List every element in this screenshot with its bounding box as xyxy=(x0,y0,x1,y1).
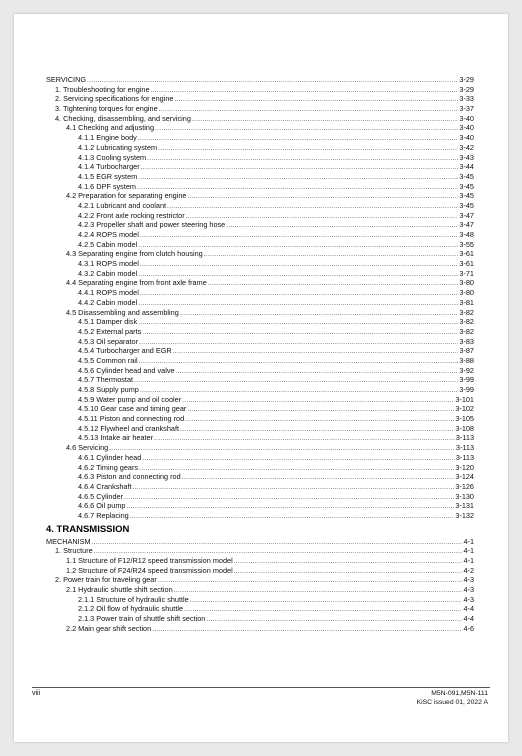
toc-leader-dots xyxy=(234,556,463,566)
toc-entry[interactable] xyxy=(46,249,474,259)
toc-entry-title: 4.5.12 Flywheel and crankshaft xyxy=(78,423,179,433)
toc-entry[interactable] xyxy=(46,453,474,463)
toc-entry[interactable] xyxy=(46,346,474,356)
table-of-contents xyxy=(46,75,474,634)
toc-entry[interactable] xyxy=(46,153,474,163)
toc-leader-dots xyxy=(138,298,458,308)
toc-leader-dots xyxy=(142,327,458,337)
toc-entry-page: 3-40 xyxy=(459,113,474,123)
toc-entry-title: 4.2.1 Lubricant and coolant xyxy=(78,200,167,210)
toc-entry-page: 3-132 xyxy=(455,510,474,520)
toc-entry-page: 3-45 xyxy=(459,200,474,210)
toc-entry[interactable] xyxy=(46,404,474,414)
toc-entry-page: 3-99 xyxy=(459,375,474,385)
toc-entry[interactable] xyxy=(46,575,474,585)
toc-entry[interactable] xyxy=(46,492,474,502)
toc-leader-dots xyxy=(140,259,459,269)
toc-entry[interactable] xyxy=(46,595,474,605)
toc-entry[interactable] xyxy=(46,269,474,279)
toc-entry-title: 4.5.3 Oil separator xyxy=(78,336,139,346)
toc-entry-title: 2.1 Hydraulic shuttle shift section xyxy=(66,585,173,595)
toc-entry[interactable] xyxy=(46,356,474,366)
toc-leader-dots xyxy=(151,85,459,95)
toc-entry-title: 2.1.3 Power train of shuttle shift section xyxy=(78,614,206,624)
toc-leader-dots xyxy=(140,230,459,240)
toc-entry[interactable] xyxy=(46,230,474,240)
toc-leader-dots xyxy=(208,278,459,288)
toc-entry-title: 4.4.1 ROPS model xyxy=(78,288,139,298)
toc-leader-dots xyxy=(155,123,458,133)
toc-entry-title: 4.1.5 EGR system xyxy=(78,171,138,181)
toc-entry-title: 4.2.3 Propeller shaft and power steering hose xyxy=(78,220,226,230)
toc-entry-title: 4.1.3 Cooling system xyxy=(78,152,147,162)
toc-leader-dots xyxy=(190,595,463,605)
toc-entry-title: 4.1.2 Lubricating system xyxy=(78,142,158,152)
footer-info xyxy=(417,690,488,707)
toc-leader-dots xyxy=(159,104,459,114)
toc-entry-page: 3-33 xyxy=(459,94,474,104)
toc-leader-dots xyxy=(185,414,454,424)
toc-leader-dots xyxy=(138,269,458,279)
toc-entry[interactable] xyxy=(46,278,474,288)
toc-leader-dots xyxy=(187,404,454,414)
toc-entry[interactable] xyxy=(46,556,474,566)
chapter-heading: 4. TRANSMISSION xyxy=(46,523,130,535)
toc-entry-title: 4.1.4 Turbocharger xyxy=(78,162,140,172)
toc-entry-page: 3-113 xyxy=(455,433,474,443)
toc-leader-dots xyxy=(186,211,459,221)
footer-model: M5N-091,M5N-111 xyxy=(431,690,488,697)
toc-entry[interactable] xyxy=(46,240,474,250)
toc-entry-page: 3-29 xyxy=(459,75,474,84)
toc-leader-dots xyxy=(184,604,462,614)
toc-entry-page: 3-113 xyxy=(455,443,474,453)
toc-entry-title: 4.5.7 Thermostat xyxy=(78,375,134,385)
toc-leader-dots xyxy=(147,153,458,163)
toc-entry-page: 3-42 xyxy=(459,142,474,152)
toc-entry-title: 4.6.7 Replacing xyxy=(78,510,129,520)
toc-leader-dots xyxy=(130,511,455,521)
toc-entry-page: 3-131 xyxy=(455,501,474,511)
toc-entry-title: 4.2.5 Cabin model xyxy=(78,239,138,249)
toc-entry-page: 4-1 xyxy=(463,556,474,565)
toc-entry-page: 3-29 xyxy=(459,84,474,94)
toc-entry-page: 3-80 xyxy=(459,278,474,288)
toc-entry-page: 3-92 xyxy=(459,365,474,375)
toc-entry[interactable] xyxy=(46,133,474,143)
toc-leader-dots xyxy=(173,346,459,356)
toc-entry-title: 4.3.1 ROPS model xyxy=(78,259,139,269)
toc-entry[interactable] xyxy=(46,317,474,327)
toc-leader-dots xyxy=(138,133,459,143)
toc-entry[interactable] xyxy=(46,366,474,376)
toc-leader-dots xyxy=(226,220,458,230)
toc-leader-dots xyxy=(234,566,463,576)
toc-leader-dots xyxy=(87,75,458,85)
toc-entry-title: 4.6.6 Oil pump xyxy=(78,501,126,511)
toc-entry[interactable] xyxy=(46,123,474,133)
toc-entry[interactable] xyxy=(46,546,474,556)
toc-entry-page: 3-44 xyxy=(459,162,474,172)
toc-entry-title: MECHANISM xyxy=(46,536,91,546)
footer-divider xyxy=(32,687,490,688)
toc-leader-dots xyxy=(138,317,458,327)
toc-entry-title: 4.5.9 Water pump and oil cooler xyxy=(78,394,182,404)
toc-entry-title: 4.4.2 Cabin model xyxy=(78,297,138,307)
toc-leader-dots xyxy=(142,453,455,463)
toc-leader-dots xyxy=(139,337,458,347)
toc-entry-page: 3-47 xyxy=(459,210,474,220)
toc-leader-dots xyxy=(174,94,458,104)
toc-entry-title: 2.2 Main gear shift section xyxy=(66,623,152,633)
toc-entry-page: 3-55 xyxy=(459,239,474,249)
toc-entry-page: 4-2 xyxy=(463,565,474,575)
toc-leader-dots xyxy=(124,492,454,502)
toc-entry-title: 4.6 Servicing xyxy=(66,443,109,453)
toc-entry-title: 4.5.1 Damper disk xyxy=(78,317,138,327)
toc-entry-page: 4-3 xyxy=(463,575,474,585)
toc-entry-title: 4.5.6 Cylinder head and valve xyxy=(78,365,175,375)
toc-leader-dots xyxy=(182,395,454,405)
toc-entry[interactable] xyxy=(46,143,474,153)
toc-entry[interactable] xyxy=(46,385,474,395)
toc-entry-title: 4.6.3 Piston and connecting rod xyxy=(78,472,181,482)
toc-entry-title: 4.5.8 Supply pump xyxy=(78,385,139,394)
toc-leader-dots xyxy=(182,472,455,482)
toc-entry-page: 3-126 xyxy=(455,481,474,491)
toc-leader-dots xyxy=(109,443,455,453)
toc-entry-title: 2.1.1 Structure of hydraulic shuttle xyxy=(78,594,189,604)
toc-entry[interactable] xyxy=(46,94,474,104)
toc-entry-title: 2. Servicing specifications for engine xyxy=(55,94,174,104)
toc-entry[interactable] xyxy=(46,414,474,424)
toc-entry[interactable] xyxy=(46,114,474,124)
toc-leader-dots xyxy=(158,143,458,153)
toc-entry[interactable] xyxy=(46,211,474,221)
toc-leader-dots xyxy=(140,288,459,298)
toc-entry-title: 4.2 Preparation for separating engine xyxy=(66,191,187,201)
toc-entry-title: 4.4 Separating engine from front axle frame xyxy=(66,278,207,288)
toc-entry[interactable] xyxy=(46,566,474,576)
toc-leader-dots xyxy=(204,249,459,259)
toc-entry-title: 4.5.10 Gear case and timing gear xyxy=(78,404,187,414)
toc-leader-dots xyxy=(180,308,459,318)
toc-entry-page: 4-1 xyxy=(463,536,474,546)
toc-entry-page: 4-4 xyxy=(463,614,474,624)
toc-entry-title: 4.5.13 Intake air heater xyxy=(78,433,154,443)
toc-entry[interactable] xyxy=(46,624,474,634)
toc-entry[interactable] xyxy=(46,433,474,443)
toc-entry[interactable] xyxy=(46,162,474,172)
toc-entry-page: 3-43 xyxy=(459,152,474,162)
toc-entry-title: 4.5.4 Turbocharger and EGR xyxy=(78,346,172,356)
toc-entry-page: 3-113 xyxy=(455,452,474,462)
toc-leader-dots xyxy=(176,366,459,376)
toc-leader-dots xyxy=(140,385,459,395)
toc-entry-title: 1.2 Structure of F24/R24 speed transmission model xyxy=(66,565,233,575)
toc-entry-page: 3-61 xyxy=(459,259,474,269)
toc-entry[interactable] xyxy=(46,104,474,114)
toc-leader-dots xyxy=(138,240,458,250)
toc-entry[interactable] xyxy=(46,172,474,182)
toc-leader-dots xyxy=(134,375,458,385)
toc-leader-dots xyxy=(126,501,454,511)
toc-leader-dots xyxy=(141,162,459,172)
footer-page-number: viii xyxy=(32,690,41,697)
toc-entry[interactable] xyxy=(46,511,474,521)
toc-entry-page: 3-80 xyxy=(459,288,474,298)
toc-entry-title: 4.5.5 Common rail xyxy=(78,355,138,365)
toc-entry-page: 4-1 xyxy=(463,546,474,556)
toc-entry[interactable] xyxy=(46,424,474,434)
toc-entry-page: 3-102 xyxy=(455,404,474,414)
toc-entry-title: 4.6.4 Crankshaft xyxy=(78,481,132,491)
toc-leader-dots xyxy=(133,482,455,492)
toc-entry[interactable] xyxy=(46,191,474,201)
toc-entry-page: 3-87 xyxy=(459,346,474,356)
toc-entry-title: 4.2.2 Front axle rocking restrictor xyxy=(78,210,185,220)
toc-entry[interactable] xyxy=(46,614,474,624)
toc-entry-title: 4.5.11 Piston and connecting rod xyxy=(78,414,185,424)
toc-entry-page: 3-101 xyxy=(455,394,474,404)
toc-leader-dots xyxy=(187,191,458,201)
toc-entry-title: 4.6.5 Cylinder xyxy=(78,491,124,501)
toc-entry[interactable] xyxy=(46,259,474,269)
toc-entry[interactable] xyxy=(46,288,474,298)
toc-entry-title: 1. Structure xyxy=(55,546,93,556)
toc-entry-page: 3-82 xyxy=(459,307,474,317)
toc-entry-page: 3-120 xyxy=(455,462,474,472)
toc-leader-dots xyxy=(180,424,454,434)
toc-entry-page: 3-83 xyxy=(459,336,474,346)
toc-entry-title: 4.3 Separating engine from clutch housing xyxy=(66,249,203,259)
toc-leader-dots xyxy=(94,546,463,556)
toc-entry[interactable] xyxy=(46,308,474,318)
toc-entry[interactable] xyxy=(46,220,474,230)
toc-entry-page: 3-99 xyxy=(459,385,474,394)
toc-entry-page: 3-40 xyxy=(459,123,474,133)
toc-entry-page: 4-4 xyxy=(463,604,474,614)
toc-entry-page: 3-105 xyxy=(455,414,474,424)
toc-entry-title: 4.1.1 Engine body xyxy=(78,133,137,143)
toc-entry-title: 4. Checking, disassembling, and servicing xyxy=(55,113,191,123)
toc-entry-page: 3-48 xyxy=(459,230,474,239)
toc-entry[interactable] xyxy=(46,327,474,337)
toc-leader-dots xyxy=(92,537,463,547)
toc-entry-page: 3-37 xyxy=(459,104,474,114)
toc-entry[interactable] xyxy=(46,482,474,492)
toc-entry-title: SERVICING xyxy=(46,75,87,84)
toc-entry[interactable] xyxy=(46,463,474,473)
toc-entry[interactable] xyxy=(46,501,474,511)
toc-entry-page: 3-82 xyxy=(459,317,474,327)
toc-entry-title: 4.5.2 External parts xyxy=(78,326,142,336)
toc-entry-title: 3. Tightening torques for engine xyxy=(55,104,158,114)
toc-entry[interactable] xyxy=(46,472,474,482)
toc-entry-title: 1.1 Structure of F12/R12 speed transmission model xyxy=(66,556,233,565)
toc-leader-dots xyxy=(154,433,455,443)
toc-entry-page: 3-40 xyxy=(459,133,474,143)
toc-entry-page: 4-3 xyxy=(463,594,474,604)
toc-leader-dots xyxy=(158,575,463,585)
toc-entry-page: 3-81 xyxy=(459,297,474,307)
toc-entry[interactable] xyxy=(46,85,474,95)
toc-entry-title: 4.1 Checking and adjusting xyxy=(66,123,155,133)
toc-leader-dots xyxy=(137,182,458,192)
toc-entry-title: 4.2.4 ROPS model xyxy=(78,230,139,239)
toc-entry-title: 4.5 Disassembling and assembling xyxy=(66,307,179,317)
toc-entry[interactable] xyxy=(46,337,474,347)
toc-leader-dots xyxy=(167,201,458,211)
toc-entry-page: 3-45 xyxy=(459,181,474,191)
toc-leader-dots xyxy=(206,614,462,624)
toc-entry[interactable] xyxy=(46,443,474,453)
toc-entry-page: 3-71 xyxy=(459,268,474,278)
toc-entry-page: 3-108 xyxy=(455,423,474,433)
toc-entry-title: 2. Power train for traveling gear xyxy=(55,575,157,585)
toc-entry-page: 3-130 xyxy=(455,491,474,501)
toc-entry-page: 3-124 xyxy=(455,472,474,482)
toc-entry[interactable] xyxy=(46,604,474,614)
toc-entry-page: 3-47 xyxy=(459,220,474,230)
toc-entry-title: 1. Troubleshooting for engine xyxy=(55,84,150,94)
toc-entry-page: 3-88 xyxy=(459,355,474,365)
toc-leader-dots xyxy=(152,624,462,634)
toc-entry[interactable] xyxy=(46,298,474,308)
toc-entry-page: 3-61 xyxy=(459,249,474,259)
toc-entry[interactable] xyxy=(46,395,474,405)
footer-issue: KiSC issued 01, 2022 A xyxy=(416,698,488,706)
toc-entry-title: 4.1.6 DPF system xyxy=(78,181,136,191)
toc-entry-page: 4-3 xyxy=(463,585,474,595)
toc-leader-dots xyxy=(138,172,458,182)
toc-leader-dots xyxy=(139,463,454,473)
toc-leader-dots xyxy=(174,585,463,595)
toc-entry[interactable] xyxy=(46,182,474,192)
toc-entry-page: 3-45 xyxy=(459,191,474,201)
toc-entry-title: 4.3.2 Cabin model xyxy=(78,268,138,278)
toc-entry-page: 3-82 xyxy=(459,326,474,336)
toc-entry-title: 2.1.2 Oil flow of hydraulic shuttle xyxy=(78,604,184,614)
toc-leader-dots xyxy=(139,356,459,366)
toc-entry-page: 3-45 xyxy=(459,171,474,181)
toc-entry[interactable] xyxy=(46,201,474,211)
toc-entry[interactable] xyxy=(46,537,474,547)
toc-entry-page: 4-6 xyxy=(463,623,474,633)
toc-entry[interactable] xyxy=(46,75,474,85)
toc-entry-title: 4.6.2 Timing gears xyxy=(78,462,139,472)
toc-leader-dots xyxy=(192,114,459,124)
document-page xyxy=(14,14,508,742)
toc-entry-title: 4.6.1 Cylinder head xyxy=(78,452,142,462)
toc-entry[interactable] xyxy=(46,585,474,595)
toc-entry[interactable] xyxy=(46,375,474,385)
